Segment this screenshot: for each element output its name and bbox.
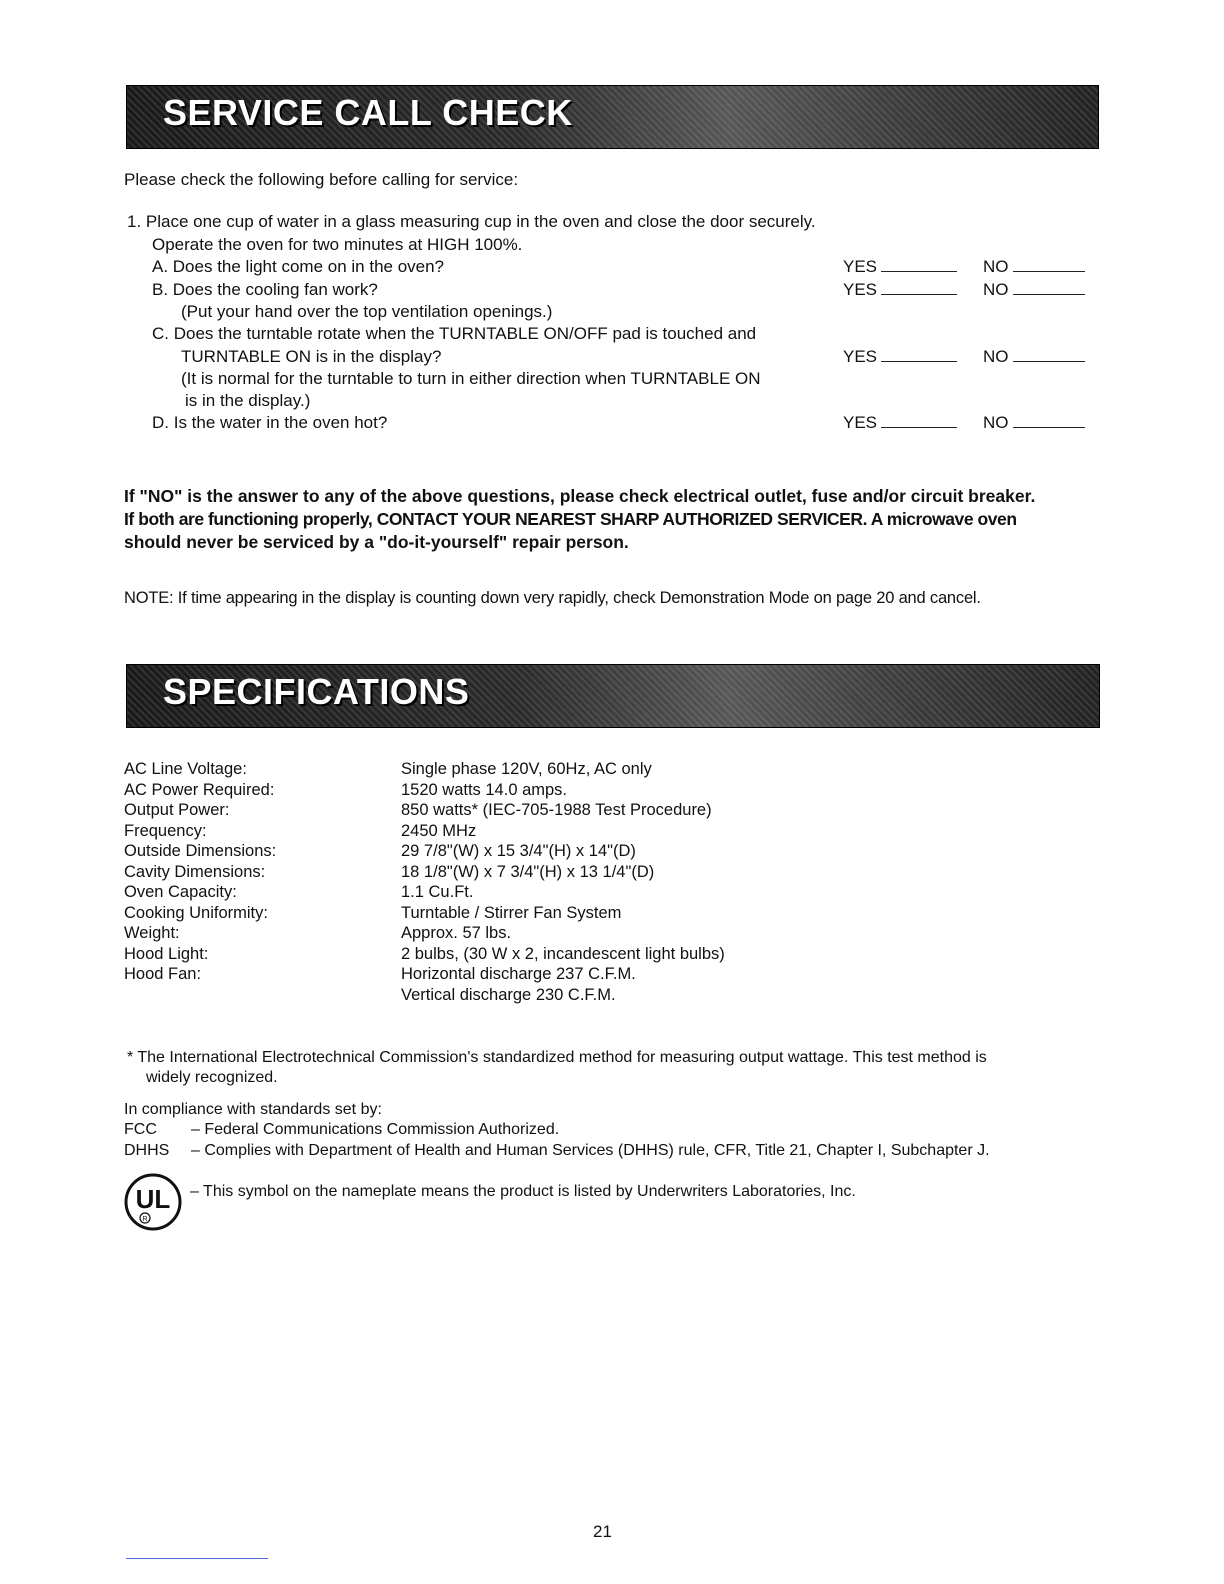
warning-line2: If both are functioning properly, CONTACT YOUR NEAREST SHARP AUTHORIZED SERVICER. A microwave oven bbox=[124, 509, 1017, 529]
step1-line1: 1. Place one cup of water in a glass measuring cup in the oven and close the door securely. bbox=[127, 212, 816, 231]
fcc-text: – Federal Communications Commission Authorized. bbox=[191, 1121, 560, 1138]
spec-label: Weight: bbox=[124, 924, 180, 942]
ul-text: – This symbol on the nameplate means the product is listed by Underwriters Laboratories, Inc. bbox=[190, 1183, 856, 1200]
svg-text:R: R bbox=[142, 1216, 148, 1223]
warning-line3: should never be serviced by a "do-it-yourself" repair person. bbox=[124, 532, 629, 552]
ul-listed-logo-icon bbox=[123, 1172, 183, 1232]
question-c-note1: (It is normal for the turntable to turn in either direction when TURNTABLE ON bbox=[181, 369, 761, 388]
spec-value: 850 watts* (IEC-705-1988 Test Procedure) bbox=[401, 801, 712, 819]
spec-value: 18 1/8"(W) x 7 3/4"(H) x 13 1/4"(D) bbox=[401, 862, 655, 881]
question-b-no[interactable] bbox=[983, 279, 1085, 301]
no-label: NO bbox=[983, 257, 1009, 276]
spec-value: 29 7/8"(W) x 15 3/4"(H) x 14"(D) bbox=[401, 842, 636, 860]
compliance-intro: In compliance with standards set by: bbox=[124, 1101, 382, 1118]
spec-value: Horizontal discharge 237 C.F.M. bbox=[401, 965, 636, 983]
question-b-note: (Put your hand over the top ventilation openings.) bbox=[181, 302, 553, 321]
spec-label: AC Power Required: bbox=[124, 780, 275, 799]
specifications-banner bbox=[126, 664, 1100, 728]
spec-value: Vertical discharge 230 C.F.M. bbox=[401, 985, 616, 1004]
spec-value: 2 bulbs, (30 W x 2, incandescent light bulbs) bbox=[401, 944, 725, 963]
spec-label: Outside Dimensions: bbox=[124, 842, 277, 860]
fcc-label: FCC bbox=[124, 1121, 157, 1138]
spec-value: Single phase 120V, 60Hz, AC only bbox=[401, 760, 652, 778]
dhhs-text: – Complies with Department of Health and Human Services (DHHS) rule, CFR, Title 21, Chapter I, Subchapter J. bbox=[191, 1142, 990, 1159]
spec-label: Cavity Dimensions: bbox=[124, 862, 266, 881]
question-b: B. Does the cooling fan work? bbox=[152, 280, 378, 299]
footer-divider bbox=[126, 1558, 268, 1559]
spec-label: AC Line Voltage: bbox=[124, 760, 247, 778]
question-a-no[interactable] bbox=[983, 256, 1085, 278]
yes-label: YES bbox=[843, 280, 878, 299]
question-c-line2: TURNTABLE ON is in the display? bbox=[181, 347, 442, 366]
spec-label: Output Power: bbox=[124, 801, 230, 819]
yes-label: YES bbox=[843, 347, 878, 366]
specifications-heading: SPECIFICATIONS bbox=[163, 671, 470, 712]
spec-value: Turntable / Stirrer Fan System bbox=[401, 903, 622, 922]
spec-value: 2450 MHz bbox=[401, 821, 477, 840]
answer-blank[interactable] bbox=[881, 347, 957, 362]
question-c-line1: C. Does the turntable rotate when the TURNTABLE ON/OFF pad is touched and bbox=[152, 324, 757, 343]
demo-mode-note: NOTE: If time appearing in the display is counting down very rapidly, check Demonstration Mode on page 20 and cancel. bbox=[124, 589, 981, 607]
spec-value: 1.1 Cu.Ft. bbox=[401, 883, 474, 901]
spec-label: Frequency: bbox=[124, 821, 207, 840]
question-d-yes[interactable] bbox=[843, 412, 957, 434]
step1-line2: Operate the oven for two minutes at HIGH 100%. bbox=[152, 235, 523, 254]
answer-blank[interactable] bbox=[1013, 347, 1085, 362]
question-a: A. Does the light come on in the oven? bbox=[152, 257, 445, 276]
footnote-line2: widely recognized. bbox=[146, 1069, 278, 1086]
answer-blank[interactable] bbox=[881, 280, 957, 295]
spec-label: Hood Light: bbox=[124, 944, 209, 963]
question-d: D. Is the water in the oven hot? bbox=[152, 413, 388, 432]
spec-value: 1520 watts 14.0 amps. bbox=[401, 780, 568, 799]
service-call-check-banner bbox=[126, 85, 1099, 149]
question-c-yes[interactable] bbox=[843, 346, 957, 368]
spec-label: Cooking Uniformity: bbox=[124, 903, 268, 922]
question-a-yes[interactable] bbox=[843, 256, 957, 278]
service-intro: Please check the following before calling for service: bbox=[124, 170, 519, 189]
question-d-no[interactable] bbox=[983, 412, 1085, 434]
spec-label: Hood Fan: bbox=[124, 965, 202, 983]
question-c-note2: is in the display.) bbox=[185, 391, 311, 410]
footnote-line1: * The International Electrotechnical Commission's standardized method for measuring output wattage. This test method is bbox=[127, 1049, 987, 1066]
answer-blank[interactable] bbox=[1013, 280, 1085, 295]
dhhs-label: DHHS bbox=[124, 1142, 170, 1159]
answer-blank[interactable] bbox=[881, 257, 957, 272]
spec-value: Approx. 57 lbs. bbox=[401, 924, 512, 942]
answer-blank[interactable] bbox=[1013, 413, 1085, 428]
yes-label: YES bbox=[843, 257, 878, 276]
spec-label: Oven Capacity: bbox=[124, 883, 237, 901]
answer-blank[interactable] bbox=[881, 413, 957, 428]
page-number: 21 bbox=[593, 1522, 612, 1541]
yes-label: YES bbox=[843, 413, 878, 432]
ul-logo-text: UL bbox=[135, 1184, 171, 1214]
warning-line1: If "NO" is the answer to any of the above questions, please check electrical outlet, fuse and/or circuit breaker. bbox=[124, 486, 1036, 506]
question-c-no[interactable] bbox=[983, 346, 1085, 368]
answer-blank[interactable] bbox=[1013, 257, 1085, 272]
question-b-yes[interactable] bbox=[843, 279, 957, 301]
no-label: NO bbox=[983, 413, 1009, 432]
no-label: NO bbox=[983, 280, 1009, 299]
no-label: NO bbox=[983, 347, 1009, 366]
service-call-check-heading: SERVICE CALL CHECK bbox=[163, 92, 573, 133]
